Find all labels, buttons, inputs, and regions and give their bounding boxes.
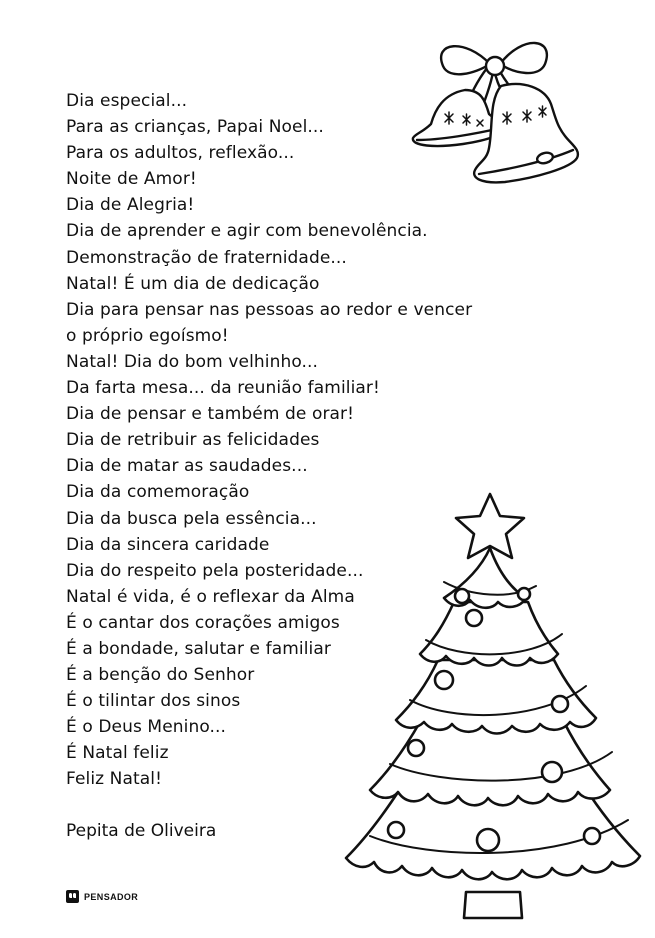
poem-line: o próprio egoísmo! xyxy=(66,325,229,346)
poem-line: É Natal feliz xyxy=(66,743,169,764)
poem-line: É a benção do Senhor xyxy=(66,665,255,686)
poem-line: Dia do respeito pela posteridade... xyxy=(66,560,364,581)
poem-line: Dia de Alegria! xyxy=(66,195,195,216)
poem-line: É a bondade, salutar e familiar xyxy=(66,638,331,659)
author-name: Pepita de Oliveira xyxy=(66,821,217,841)
poem-line: Dia da comemoração xyxy=(66,482,250,503)
poem-line: Natal! É um dia de dedicação xyxy=(66,273,320,294)
poem-line: Natal! Dia do bom velhinho... xyxy=(66,351,319,372)
christmas-tree-icon xyxy=(340,490,645,922)
poem-line: É o Deus Menino... xyxy=(66,717,227,738)
poem-line: É o cantar dos corações amigos xyxy=(66,612,340,633)
poem-line: Dia de pensar e também de orar! xyxy=(66,404,355,425)
poem-line: Da farta mesa... da reunião familiar! xyxy=(66,378,380,399)
poem-line: Noite de Amor! xyxy=(66,169,197,190)
poem-line: Para os adultos, reflexão... xyxy=(66,143,295,164)
poem-line: Dia especial... xyxy=(66,91,188,111)
poem-line: Dia para pensar nas pessoas ao redor e vencer xyxy=(66,299,473,320)
logo-text: PENSADOR xyxy=(84,891,139,902)
quote-mark-icon xyxy=(66,890,79,903)
poem-line: Dia da busca pela essência... xyxy=(66,508,317,529)
poem-line: Dia de matar as saudades... xyxy=(66,456,308,477)
poem-line: Dia de retribuir as felicidades xyxy=(66,430,320,451)
pensador-logo xyxy=(66,890,138,903)
poem-line: Dia da sincera caridade xyxy=(66,534,270,555)
christmas-bells-icon xyxy=(405,28,590,198)
poem-line: Demonstração de fraternidade... xyxy=(66,247,347,268)
poem-line: Feliz Natal! xyxy=(66,769,163,790)
poem-line: Dia de aprender e agir com benevolência. xyxy=(66,221,428,242)
poem-line: É o tilintar dos sinos xyxy=(66,691,241,712)
poem-line: Natal é vida, é o reflexar da Alma xyxy=(66,586,355,607)
poem-line: Para as crianças, Papai Noel... xyxy=(66,117,324,138)
